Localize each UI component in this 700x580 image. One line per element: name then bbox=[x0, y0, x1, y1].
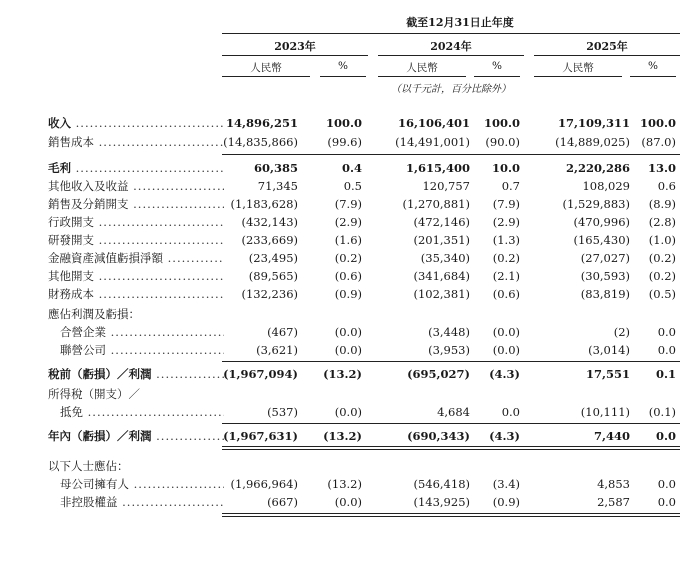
pct-2025: 0.0 bbox=[657, 495, 676, 509]
pct-2024: (4.3) bbox=[489, 429, 520, 443]
value-2023: (432,143) bbox=[241, 215, 298, 229]
pct-2025: 0.0 bbox=[657, 343, 676, 357]
unit-currency-2023: 人民幣 bbox=[250, 62, 282, 74]
pct-2024: (2.1) bbox=[492, 269, 520, 283]
table-row bbox=[0, 324, 700, 340]
row-label: 金融資產減值虧損淨額 ..... bbox=[48, 250, 224, 266]
table-row bbox=[0, 196, 700, 212]
table-row bbox=[0, 342, 700, 358]
subtotal-rule bbox=[222, 361, 680, 362]
table-row bbox=[0, 458, 700, 474]
pct-2023: (0.0) bbox=[334, 343, 362, 357]
table-row bbox=[0, 250, 700, 266]
row-label: 抵免 ..... bbox=[60, 404, 224, 420]
pct-2024: (0.0) bbox=[492, 343, 520, 357]
pct-2024: (0.0) bbox=[492, 325, 520, 339]
value-2025: (165,430) bbox=[573, 233, 630, 247]
pct-2023: 0.4 bbox=[341, 161, 362, 175]
table-row bbox=[0, 366, 700, 382]
unit-rule-1 bbox=[222, 76, 310, 77]
pct-2024: (90.0) bbox=[485, 135, 520, 149]
table-row bbox=[0, 494, 700, 510]
pct-2025: 13.0 bbox=[647, 161, 676, 175]
value-2024: (35,340) bbox=[420, 251, 470, 265]
value-2024: (143,925) bbox=[413, 495, 470, 509]
pct-2024: 100.0 bbox=[483, 116, 520, 130]
row-label: 其他收入及收益 ..... bbox=[48, 178, 224, 194]
value-2025: (14,889,025) bbox=[555, 135, 630, 149]
value-2024: (695,027) bbox=[407, 367, 470, 381]
value-2023: (467) bbox=[267, 325, 298, 339]
pct-2024: 0.0 bbox=[501, 405, 520, 419]
value-2024: (341,684) bbox=[413, 269, 470, 283]
pct-2023: (7.9) bbox=[334, 197, 362, 211]
value-2023: (233,669) bbox=[241, 233, 298, 247]
value-2025: 108,029 bbox=[582, 179, 630, 193]
value-2025: 2,587 bbox=[597, 495, 630, 509]
pct-2024: (7.9) bbox=[492, 197, 520, 211]
value-2023: (667) bbox=[267, 495, 298, 509]
value-2023: 60,385 bbox=[253, 161, 298, 175]
unit-percent-2025: % bbox=[648, 60, 658, 72]
unit-percent-2023: % bbox=[338, 60, 348, 72]
row-label: 年內（虧損）／利潤 ..... bbox=[48, 428, 224, 444]
value-2023: (1,966,964) bbox=[230, 477, 298, 491]
table-row bbox=[0, 232, 700, 248]
table-row bbox=[0, 386, 700, 402]
pct-2024: (3.4) bbox=[492, 477, 520, 491]
total-rule-bottom bbox=[222, 516, 680, 517]
value-2025: (30,593) bbox=[580, 269, 630, 283]
year-rule-2025 bbox=[534, 55, 680, 56]
value-2023: (537) bbox=[267, 405, 298, 419]
value-2025: 7,440 bbox=[593, 429, 630, 443]
value-2025: (10,111) bbox=[580, 405, 630, 419]
value-2023: (14,835,866) bbox=[223, 135, 298, 149]
value-2023: (23,495) bbox=[248, 251, 298, 265]
value-2023: (1,967,631) bbox=[223, 429, 298, 443]
pct-2025: 0.0 bbox=[657, 325, 676, 339]
row-label: 以下人士應佔： bbox=[48, 459, 129, 473]
table-row bbox=[0, 306, 700, 322]
pct-2024: 0.7 bbox=[501, 179, 520, 193]
total-rule-top bbox=[222, 513, 680, 514]
value-2023: (132,236) bbox=[241, 287, 298, 301]
pct-2025: (0.2) bbox=[648, 251, 676, 265]
period-title: 截至12月31日止年度 bbox=[406, 16, 514, 29]
value-2023: (89,565) bbox=[248, 269, 298, 283]
value-2025: 2,220,286 bbox=[565, 161, 630, 175]
pct-2025: (8.9) bbox=[648, 197, 676, 211]
total-rule-bottom bbox=[222, 449, 680, 450]
pct-2025: 0.0 bbox=[655, 429, 676, 443]
subtotal-rule bbox=[222, 154, 680, 155]
pct-2023: (0.0) bbox=[334, 325, 362, 339]
row-label: 非控股權益 ..... bbox=[60, 494, 224, 510]
pct-2025: (87.0) bbox=[641, 135, 676, 149]
pct-2023: 100.0 bbox=[325, 116, 362, 130]
unit-rule-4 bbox=[474, 76, 520, 77]
row-label: 聯營公司 ..... bbox=[60, 342, 224, 358]
unit-currency-2025: 人民幣 bbox=[562, 62, 594, 74]
row-label: 稅前（虧損）／利潤 ..... bbox=[48, 366, 224, 382]
pct-2023: (1.6) bbox=[334, 233, 362, 247]
pct-2024: (0.9) bbox=[492, 495, 520, 509]
value-2025: (83,819) bbox=[580, 287, 630, 301]
row-label: 財務成本 ..... bbox=[48, 286, 224, 302]
table-row bbox=[0, 428, 700, 444]
value-2023: 71,345 bbox=[257, 179, 298, 193]
pct-2024: (2.9) bbox=[492, 215, 520, 229]
value-2025: (470,996) bbox=[573, 215, 630, 229]
unit-currency-2024: 人民幣 bbox=[406, 62, 438, 74]
pct-2025: 0.6 bbox=[657, 179, 676, 193]
value-2024: 1,615,400 bbox=[405, 161, 470, 175]
pct-2025: (1.0) bbox=[648, 233, 676, 247]
pct-2025: 0.1 bbox=[655, 367, 676, 381]
row-label: 其他開支 ..... bbox=[48, 268, 224, 284]
header-rule bbox=[222, 33, 680, 34]
value-2024: (3,448) bbox=[428, 325, 470, 339]
table-row bbox=[0, 160, 700, 176]
total-rule-top bbox=[222, 446, 680, 447]
year-rule-2024 bbox=[378, 55, 524, 56]
value-2024: (14,491,001) bbox=[395, 135, 470, 149]
value-2024: 120,757 bbox=[422, 179, 470, 193]
value-2025: (1,529,883) bbox=[562, 197, 630, 211]
pct-2023: (99.6) bbox=[327, 135, 362, 149]
row-label: 母公司擁有人 ..... bbox=[60, 476, 224, 492]
unit-rule-2 bbox=[320, 76, 366, 77]
value-2024: (102,381) bbox=[413, 287, 470, 301]
value-2025: (3,014) bbox=[588, 343, 630, 357]
table-row bbox=[0, 115, 700, 131]
year-2025: 2025年 bbox=[586, 40, 628, 53]
pct-2023: (0.6) bbox=[334, 269, 362, 283]
value-2024: 4,684 bbox=[437, 405, 470, 419]
table-row bbox=[0, 286, 700, 302]
year-rule-2023 bbox=[222, 55, 368, 56]
pct-2024: (0.2) bbox=[492, 251, 520, 265]
value-2025: 17,109,311 bbox=[557, 116, 630, 130]
pct-2023: 0.5 bbox=[343, 179, 362, 193]
value-2024: (472,146) bbox=[413, 215, 470, 229]
pct-2023: (0.0) bbox=[334, 405, 362, 419]
pct-2023: (2.9) bbox=[334, 215, 362, 229]
pct-2024: (4.3) bbox=[489, 367, 520, 381]
value-2023: (1,183,628) bbox=[230, 197, 298, 211]
pct-2023: (0.2) bbox=[334, 251, 362, 265]
table-row bbox=[0, 214, 700, 230]
value-2025: 4,853 bbox=[597, 477, 630, 491]
row-label: 所得稅（開支）／ bbox=[48, 387, 140, 401]
pct-2023: (13.2) bbox=[323, 367, 362, 381]
unit-note: （以千元計，百分比除外） bbox=[391, 84, 511, 95]
year-2023: 2023年 bbox=[274, 40, 316, 53]
pct-2025: (0.2) bbox=[648, 269, 676, 283]
pct-2025: 0.0 bbox=[657, 477, 676, 491]
pct-2025: 100.0 bbox=[639, 116, 676, 130]
value-2025: 17,551 bbox=[585, 367, 630, 381]
unit-rule-5 bbox=[534, 76, 622, 77]
row-label: 銷售成本 ..... bbox=[48, 134, 224, 150]
pct-2023: (0.9) bbox=[334, 287, 362, 301]
unit-rule-3 bbox=[378, 76, 466, 77]
value-2025: (27,027) bbox=[580, 251, 630, 265]
pct-2024: 10.0 bbox=[491, 161, 520, 175]
row-label: 毛利 ..... bbox=[48, 160, 224, 176]
value-2025: (2) bbox=[613, 325, 630, 339]
row-label: 行政開支 ..... bbox=[48, 214, 224, 230]
year-2024: 2024年 bbox=[430, 40, 472, 53]
unit-rule-6 bbox=[630, 76, 676, 77]
row-label: 研發開支 ..... bbox=[48, 232, 224, 248]
pct-2023: (13.2) bbox=[327, 477, 362, 491]
value-2023: (3,621) bbox=[256, 343, 298, 357]
row-label: 應佔利潤及虧損： bbox=[48, 307, 140, 321]
value-2024: (546,418) bbox=[413, 477, 470, 491]
table-row bbox=[0, 404, 700, 420]
value-2023: (1,967,094) bbox=[223, 367, 298, 381]
row-label: 銷售及分銷開支 ..... bbox=[48, 196, 224, 212]
table-row bbox=[0, 178, 700, 194]
pct-2025: (0.5) bbox=[648, 287, 676, 301]
value-2024: (1,270,881) bbox=[402, 197, 470, 211]
value-2024: (201,351) bbox=[413, 233, 470, 247]
table-row bbox=[0, 268, 700, 284]
row-label: 收入 ..... bbox=[48, 115, 224, 131]
pct-2024: (0.6) bbox=[492, 287, 520, 301]
pct-2025: (0.1) bbox=[648, 405, 676, 419]
pct-2023: (13.2) bbox=[323, 429, 362, 443]
value-2024: (3,953) bbox=[428, 343, 470, 357]
table-row bbox=[0, 134, 700, 150]
value-2023: 14,896,251 bbox=[225, 116, 298, 130]
pct-2024: (1.3) bbox=[492, 233, 520, 247]
pct-2025: (2.8) bbox=[648, 215, 676, 229]
row-label: 合營企業 ..... bbox=[60, 324, 224, 340]
pct-2023: (0.0) bbox=[334, 495, 362, 509]
table-row bbox=[0, 476, 700, 492]
subtotal-rule bbox=[222, 423, 680, 424]
value-2024: 16,106,401 bbox=[397, 116, 470, 130]
value-2024: (690,343) bbox=[407, 429, 470, 443]
unit-percent-2024: % bbox=[492, 60, 502, 72]
